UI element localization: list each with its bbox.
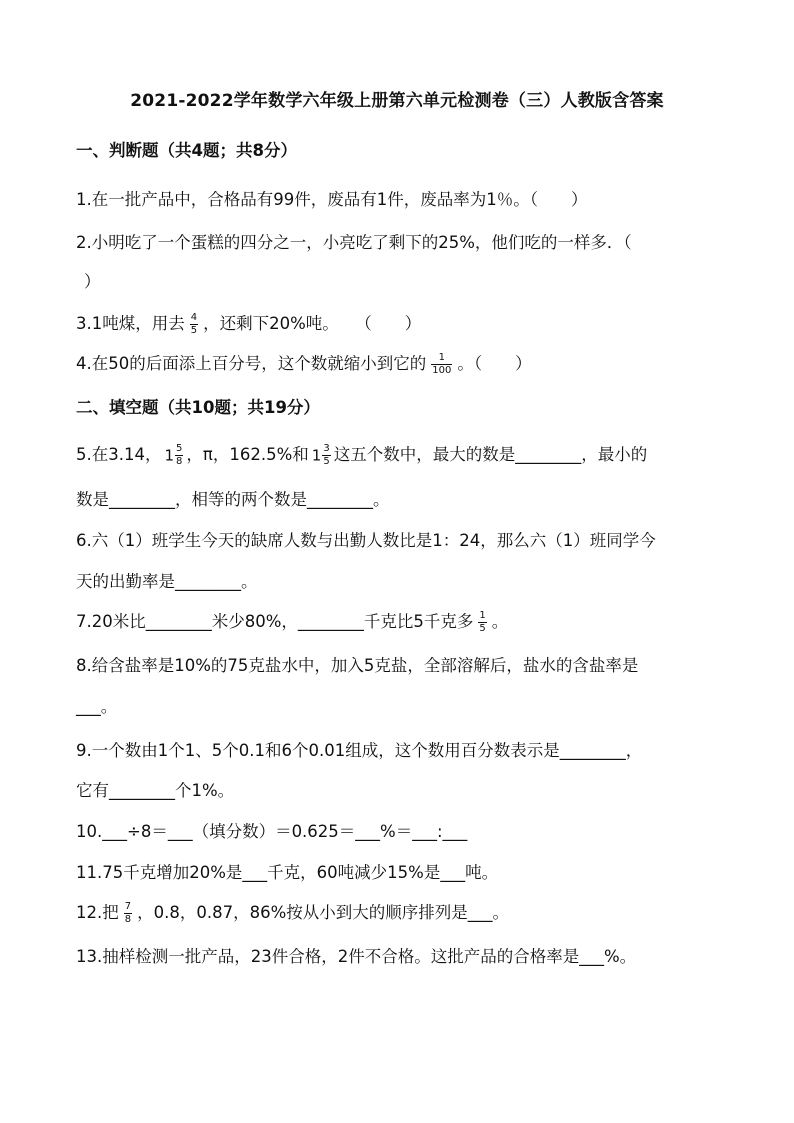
question-6-line-2: 天的出勤率是________。 xyxy=(76,572,258,591)
question-5-line-1 xyxy=(76,441,647,468)
fraction-numerator: 3 xyxy=(323,443,330,454)
question-8-line-2: ___。 xyxy=(76,697,118,716)
question-10: 10.___÷8＝___（填分数）＝0.625＝___%＝___:___ xyxy=(76,822,468,841)
question-3-text-end: ，还剩下20%吨。 （ ） xyxy=(203,314,422,333)
mixed-fraction xyxy=(175,443,183,468)
fraction-denominator: 8 xyxy=(124,914,132,925)
page-title: 2021-2022学年数学六年级上册第六单元检测卷（三）人教版含答案 xyxy=(130,91,664,111)
mixed-fraction xyxy=(322,443,330,468)
question-8-line-1: 8.给含盐率是10%的75克盐水中，加入5克盐，全部溶解后，盐水的含盐率是 xyxy=(76,656,639,675)
fraction-one-hundredth xyxy=(431,352,452,377)
question-12 xyxy=(76,899,509,926)
section-heading-judgement: 一、判断题（共4题；共8分） xyxy=(76,141,297,160)
mixed-whole: 1 xyxy=(164,446,175,465)
question-7 xyxy=(76,608,508,635)
section-heading-fill-in: 二、填空题（共10题；共19分） xyxy=(76,398,320,417)
question-9-line-1: 9.一个数由1个1、5个0.1和6个0.01组成，这个数用百分数表示是________， xyxy=(76,741,643,760)
question-3-text-start: 3.1吨煤，用去 xyxy=(76,314,185,333)
question-7-text-start: 7.20米比________米少80%，________千克比5千克多 xyxy=(76,612,474,631)
fraction-denominator: 8 xyxy=(176,456,183,467)
question-1: 1.在一批产品中，合格品有99件，废品有1件，废品率为1％。（ ） xyxy=(76,190,588,209)
fraction-one-fifth xyxy=(478,610,486,635)
fraction-seven-eighths xyxy=(124,901,132,926)
fraction-numerator: 5 xyxy=(176,443,183,454)
question-2-line-2: ） xyxy=(84,272,101,291)
question-12-text-start: 12.把 xyxy=(76,903,119,922)
question-9-line-2: 它有________个1%。 xyxy=(76,781,235,800)
fraction-denominator: 100 xyxy=(432,365,452,376)
fraction-denominator: 5 xyxy=(190,325,198,336)
mixed-whole: 1 xyxy=(311,446,322,465)
question-2-line-1: 2.小明吃了一个蛋糕的四分之一，小亮吃了剩下的25%，他们吃的一样多．（ xyxy=(76,233,632,252)
question-6-line-1: 6.六（1）班学生今天的缺席人数与出勤人数比是1：24，那么六（1）班同学今 xyxy=(76,531,656,550)
question-5-text-end: 这五个数中，最大的数是________，最小的 xyxy=(333,445,648,464)
fraction-four-fifths xyxy=(190,312,198,337)
fraction-numerator: 1 xyxy=(438,352,445,363)
fraction-denominator: 5 xyxy=(479,623,486,634)
question-3 xyxy=(76,310,421,337)
question-4-text-start: 4.在50的后面添上百分号，这个数就缩小到它的 xyxy=(76,354,427,373)
mixed-number-one-and-five-eighths xyxy=(164,443,183,468)
question-5-text-start: 5.在3.14， xyxy=(76,445,162,464)
question-13: 13.抽样检测一批产品，23件合格，2件不合格。这批产品的合格率是___%。 xyxy=(76,947,637,966)
fraction-denominator: 5 xyxy=(323,456,330,467)
question-7-text-end: 。 xyxy=(491,612,509,631)
fraction-numerator: 7 xyxy=(124,901,132,912)
question-11: 11.75千克增加20%是___千克，60吨减少15%是___吨。 xyxy=(76,863,499,882)
question-4-text-end: 。（ ） xyxy=(457,354,532,373)
mixed-number-one-and-three-fifths xyxy=(312,443,331,468)
question-5-text-mid: ，π，162.5%和 xyxy=(186,445,309,464)
fraction-numerator: 4 xyxy=(190,312,198,323)
question-5-line-2: 数是________，相等的两个数是________。 xyxy=(76,490,390,509)
fraction-numerator: 1 xyxy=(479,610,486,621)
question-4 xyxy=(76,350,532,377)
question-12-text-end: ，0.8，0.87，86%按从小到大的顺序排列是___。 xyxy=(137,903,510,922)
